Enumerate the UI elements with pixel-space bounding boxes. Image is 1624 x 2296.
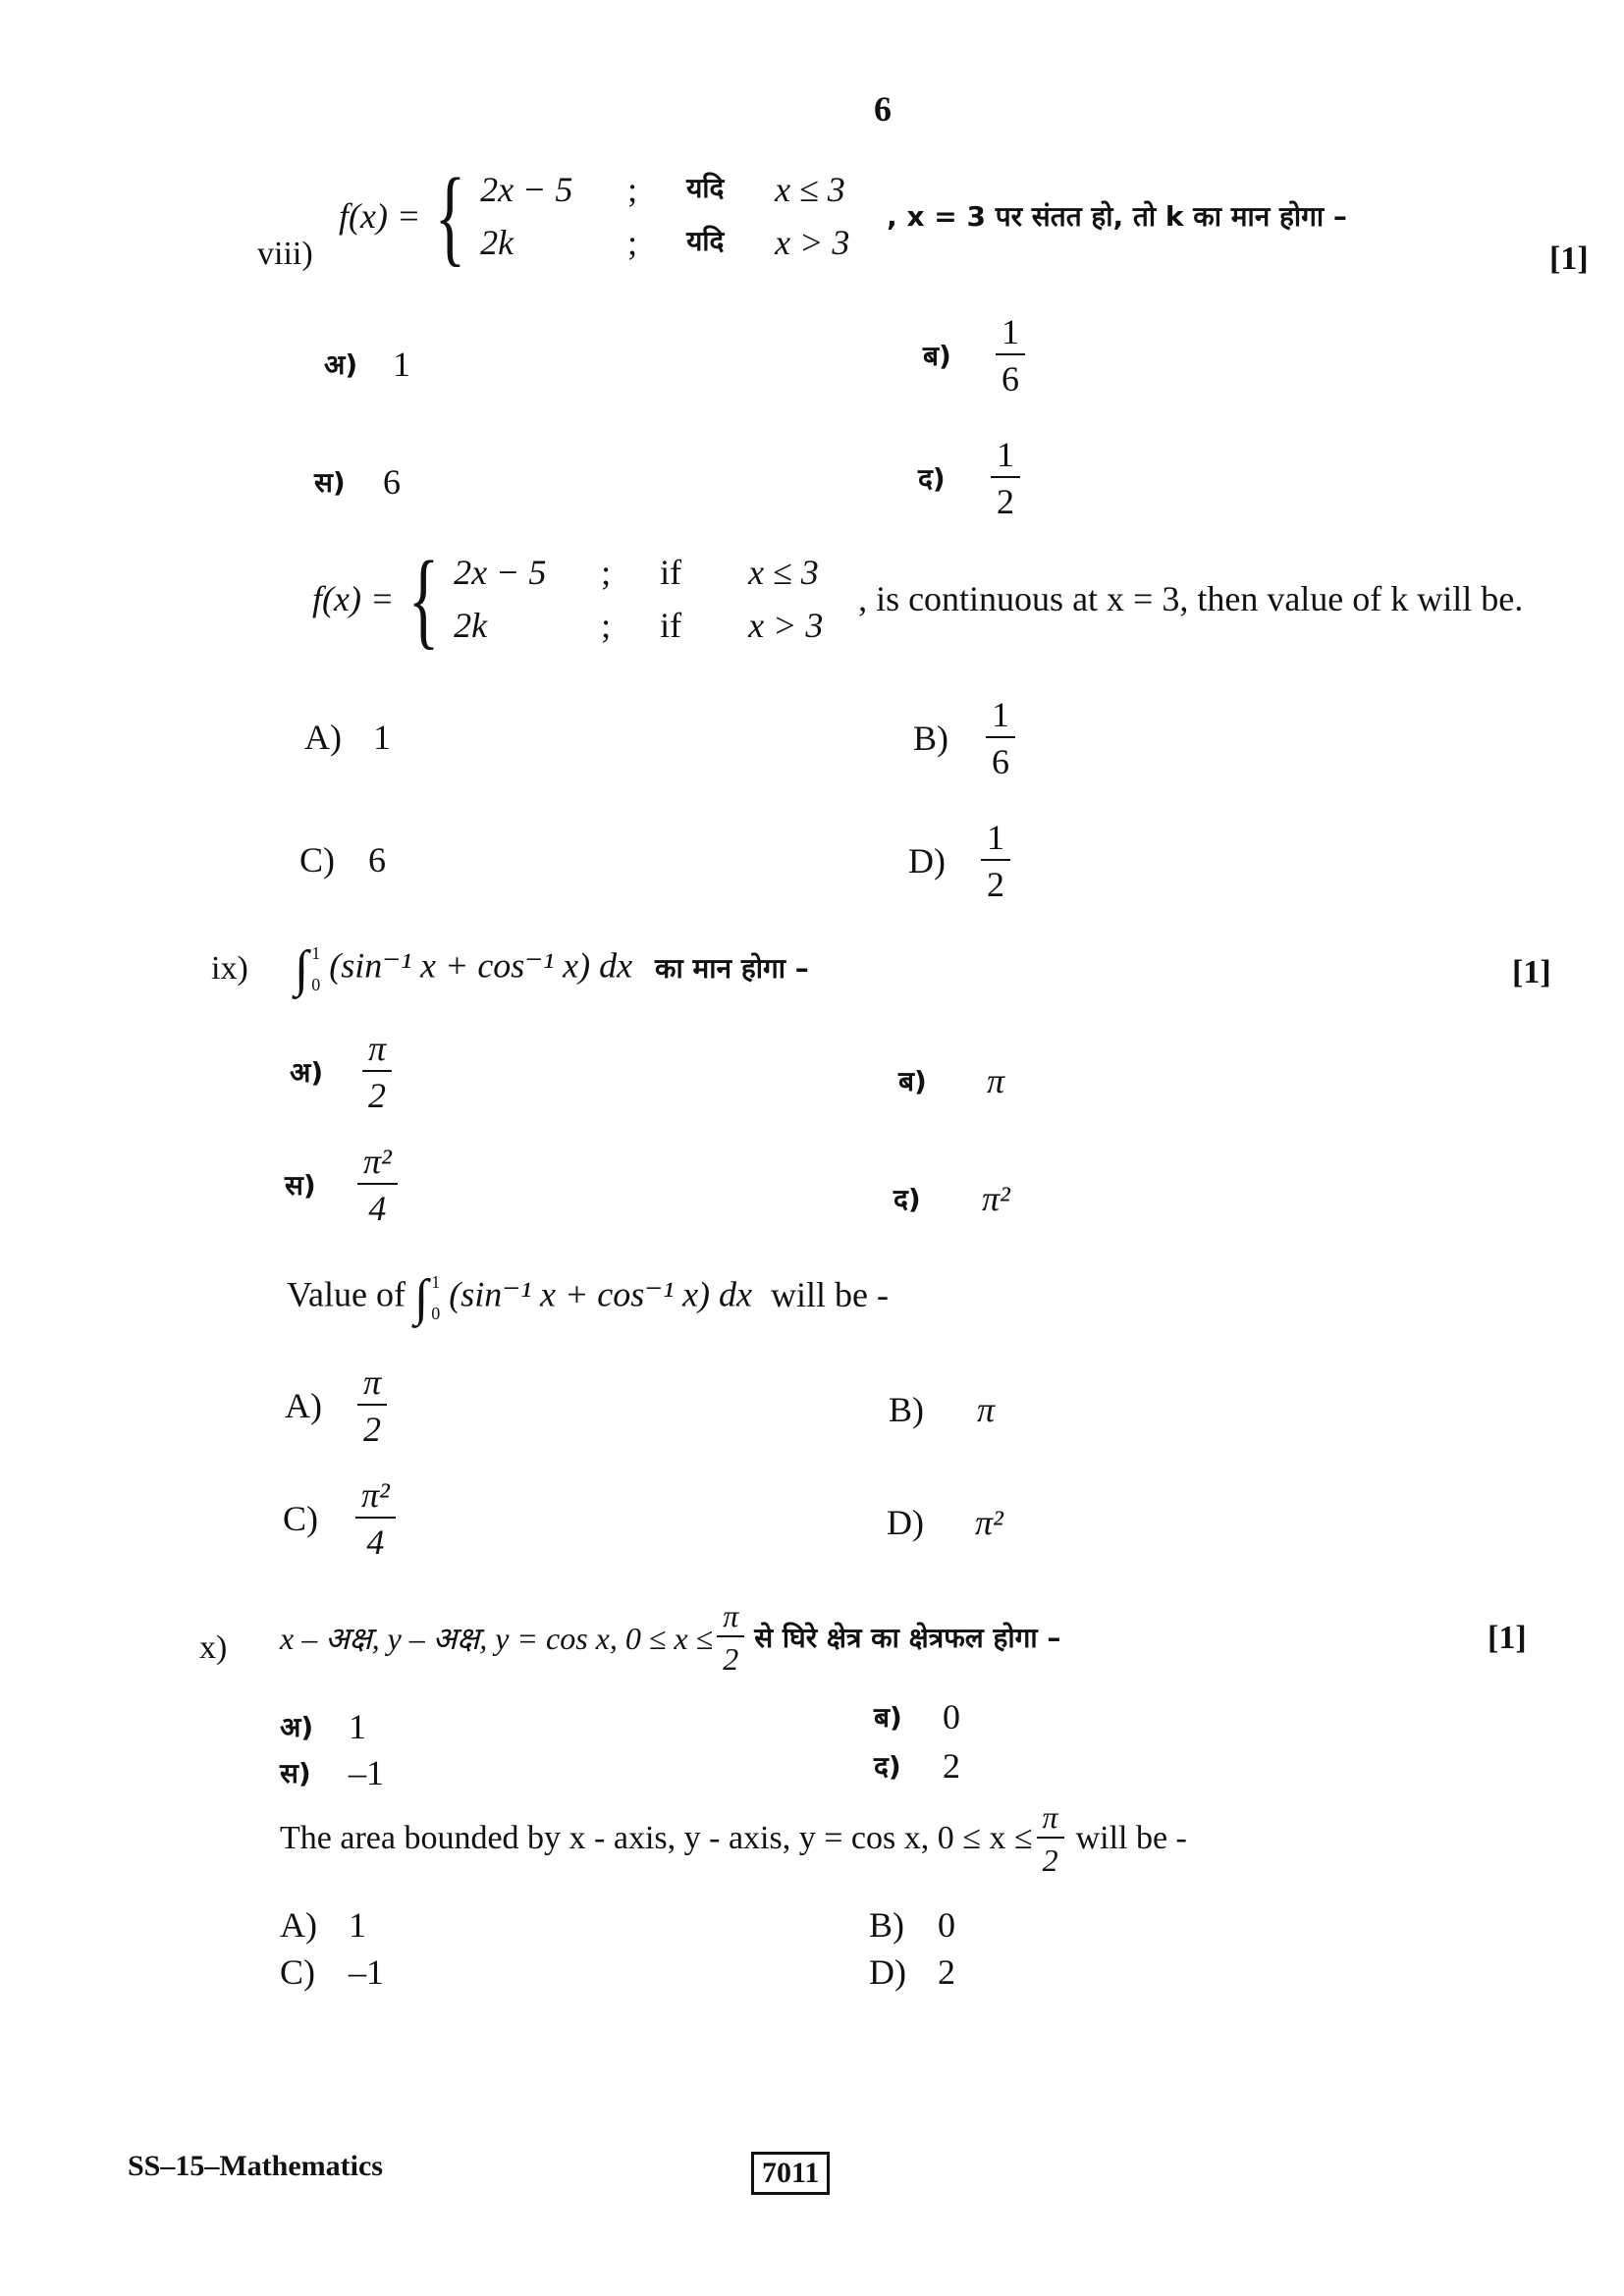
- option-x-hi-d[interactable]: [874, 1745, 960, 1787]
- integrand: (sin⁻¹ x + cos⁻¹ x) dx: [449, 1274, 753, 1314]
- option-viii-hi-c[interactable]: [314, 461, 401, 503]
- denominator: 6: [992, 742, 1009, 781]
- option-value: 1: [349, 1905, 366, 1945]
- option-ix-en-d[interactable]: [887, 1502, 1003, 1543]
- case1-cond: x ≤ 3: [775, 170, 845, 209]
- option-value: 6: [368, 840, 386, 880]
- option-viii-en-a[interactable]: [304, 717, 391, 758]
- case1-expr: 2x − 5: [480, 170, 573, 209]
- option-label: C): [283, 1499, 318, 1538]
- piecewise-cases: [480, 169, 883, 263]
- function-lhs: f(x) =: [339, 196, 421, 236]
- option-viii-hi-b[interactable]: [923, 314, 1029, 397]
- upper-limit: 1: [431, 1272, 441, 1292]
- case2-sep: ;: [601, 606, 612, 645]
- integral-sign: ∫: [295, 940, 309, 997]
- option-label: A): [304, 718, 342, 757]
- option-label: D): [908, 841, 946, 881]
- option-fraction: [986, 697, 1015, 779]
- denominator: 2: [723, 1641, 739, 1677]
- case2-cond: x > 3: [748, 606, 824, 645]
- option-value: 2: [938, 1952, 955, 1992]
- numerator: π: [1037, 1801, 1064, 1839]
- numerator: π: [717, 1600, 744, 1637]
- case2-sep: ;: [627, 223, 638, 262]
- option-label: A): [285, 1386, 322, 1425]
- footer-code-box: 7011: [751, 2152, 830, 2195]
- option-fraction: [996, 314, 1025, 397]
- option-viii-hi-d[interactable]: [918, 437, 1024, 519]
- option-label: D): [887, 1503, 924, 1542]
- option-label: स): [285, 1169, 316, 1201]
- option-value: 0: [938, 1905, 955, 1945]
- question-ix-hindi-stem: [295, 937, 809, 1001]
- option-value: π: [987, 1061, 1005, 1100]
- case1-expr: 2x − 5: [454, 553, 547, 592]
- option-label: स): [314, 466, 346, 499]
- option-label: D): [869, 1952, 906, 1992]
- option-x-hi-b[interactable]: [874, 1696, 960, 1737]
- option-value: 2: [943, 1746, 960, 1786]
- page-number: 6: [874, 89, 892, 129]
- option-value: 1: [393, 345, 410, 384]
- integrand: (sin⁻¹ x + cos⁻¹ x) dx: [329, 945, 633, 986]
- numerator: 1: [986, 697, 1015, 738]
- question-ix-english-prefix: Value of: [287, 1274, 406, 1314]
- option-label: द): [893, 1183, 921, 1215]
- question-viii-english-suffix: , is continuous at x = 3, then value of k will be.: [858, 579, 1524, 618]
- numerator: 1: [981, 820, 1010, 861]
- option-label: C): [299, 840, 335, 880]
- case2-cond-word: if: [660, 606, 682, 645]
- case2-expr: 2k: [454, 606, 488, 645]
- option-value: π: [977, 1390, 996, 1429]
- case1-sep: ;: [627, 170, 638, 209]
- left-brace: {: [407, 539, 440, 659]
- option-label: अ): [324, 348, 358, 381]
- option-value: 1: [349, 1707, 366, 1746]
- option-label: B): [913, 719, 948, 758]
- question-x-fraction: [1037, 1801, 1064, 1876]
- option-viii-en-d[interactable]: [908, 820, 1014, 902]
- question-number-viii: viii): [257, 236, 313, 272]
- option-label: B): [889, 1390, 924, 1429]
- option-ix-en-c[interactable]: [283, 1477, 400, 1560]
- numerator: 1: [991, 437, 1020, 478]
- question-x-fraction: [717, 1600, 744, 1675]
- lower-limit: 0: [311, 975, 321, 995]
- denominator: 2: [987, 865, 1004, 904]
- marks-ix: [1]: [1512, 954, 1551, 990]
- option-value: π²: [982, 1179, 1010, 1218]
- question-x-hindi-prefix: x – अक्ष, y – अक्ष, y = cos x, 0 ≤ x ≤: [280, 1620, 714, 1656]
- option-ix-hi-c[interactable]: [285, 1144, 402, 1226]
- case2-expr: 2k: [480, 223, 514, 262]
- case2-cond: x > 3: [775, 223, 850, 262]
- case1-cond: x ≤ 3: [748, 553, 819, 592]
- option-ix-hi-b[interactable]: [898, 1060, 1004, 1101]
- option-label: द): [918, 462, 946, 495]
- option-value: π²: [975, 1503, 1003, 1542]
- option-x-en-b[interactable]: [869, 1904, 955, 1946]
- option-fraction: [357, 1364, 387, 1447]
- numerator: π: [357, 1364, 387, 1406]
- question-ix-english-stem: [287, 1266, 889, 1330]
- question-x-hindi-suffix: से घिरे क्षेत्र का क्षेत्रफल होगा –: [754, 1622, 1061, 1654]
- question-viii-hindi-stem: [339, 156, 1347, 276]
- footer-subject: SS–15–Mathematics: [128, 2150, 383, 2182]
- numerator: π: [362, 1031, 392, 1072]
- case2-cond-word: यदि: [686, 225, 725, 257]
- denominator: 2: [368, 1076, 387, 1115]
- question-x-english-stem: [280, 1801, 1187, 1876]
- option-viii-en-c[interactable]: [299, 839, 386, 881]
- question-number-x: x): [199, 1629, 228, 1666]
- question-ix-hindi-suffix: का मान होगा –: [655, 951, 809, 985]
- denominator: 2: [997, 482, 1014, 521]
- question-x-english-prefix: The area bounded by x - axis, y - axis, y = cos x, 0 ≤ x ≤: [280, 1820, 1033, 1856]
- option-label: ब): [874, 1701, 902, 1734]
- option-label: अ): [280, 1711, 314, 1743]
- option-x-hi-c[interactable]: [280, 1752, 384, 1793]
- question-viii-english-stem: [312, 539, 1524, 659]
- question-ix-english-suffix: will be -: [771, 1274, 889, 1314]
- option-label: द): [874, 1750, 901, 1783]
- integral-limits: [431, 1266, 440, 1330]
- left-brace: {: [434, 156, 466, 276]
- option-value: 1: [373, 718, 391, 757]
- option-value: 0: [943, 1697, 960, 1736]
- question-viii-hindi-suffix: , x = 3 पर संतत हो, तो k का मान होगा –: [887, 200, 1347, 233]
- question-x-hindi-stem: [280, 1600, 1060, 1675]
- option-label: स): [280, 1757, 311, 1789]
- denominator: 4: [368, 1189, 387, 1228]
- option-fraction: [355, 1477, 396, 1560]
- denominator: 4: [366, 1522, 385, 1562]
- option-x-en-c[interactable]: [280, 1951, 384, 1993]
- denominator: 2: [1042, 1842, 1058, 1878]
- lower-limit: 0: [431, 1304, 441, 1324]
- option-x-hi-a[interactable]: [280, 1706, 366, 1747]
- case1-sep: ;: [601, 553, 612, 592]
- piecewise-cases: [454, 552, 856, 646]
- case1-cond-word: यदि: [686, 172, 725, 204]
- denominator: 6: [1001, 359, 1019, 399]
- integral-sign: ∫: [413, 1269, 429, 1326]
- option-ix-en-a[interactable]: [285, 1364, 391, 1447]
- numerator: 1: [996, 314, 1025, 355]
- option-ix-en-b[interactable]: [889, 1389, 995, 1430]
- option-fraction: [362, 1031, 392, 1113]
- option-x-en-d[interactable]: [869, 1951, 955, 1993]
- case1-cond-word: if: [660, 553, 682, 592]
- option-label: ब): [898, 1065, 927, 1097]
- option-fraction: [357, 1144, 398, 1226]
- option-fraction: [981, 820, 1010, 902]
- upper-limit: 1: [311, 943, 321, 963]
- question-number-ix: ix): [211, 950, 248, 987]
- option-label: C): [280, 1952, 315, 1992]
- option-label: अ): [290, 1056, 324, 1089]
- option-ix-hi-a[interactable]: [290, 1031, 396, 1113]
- marks-viii: [1]: [1549, 240, 1589, 277]
- denominator: 2: [363, 1410, 382, 1449]
- option-viii-hi-a[interactable]: [324, 344, 410, 385]
- option-ix-hi-d[interactable]: [893, 1178, 1010, 1219]
- marks-x: [1]: [1488, 1620, 1527, 1656]
- option-value: –1: [349, 1753, 384, 1792]
- option-label: A): [280, 1905, 317, 1945]
- option-value: –1: [349, 1952, 384, 1992]
- question-x-english-suffix: will be -: [1075, 1820, 1187, 1856]
- integral-limits: [311, 937, 320, 1001]
- option-value: 6: [383, 462, 401, 502]
- numerator: π²: [355, 1477, 396, 1519]
- option-x-en-a[interactable]: [280, 1904, 366, 1946]
- option-label: ब): [923, 340, 951, 372]
- option-viii-en-b[interactable]: [913, 697, 1019, 779]
- option-label: B): [869, 1905, 904, 1945]
- function-lhs: f(x) =: [312, 579, 395, 618]
- numerator: π²: [357, 1144, 398, 1185]
- option-fraction: [991, 437, 1020, 519]
